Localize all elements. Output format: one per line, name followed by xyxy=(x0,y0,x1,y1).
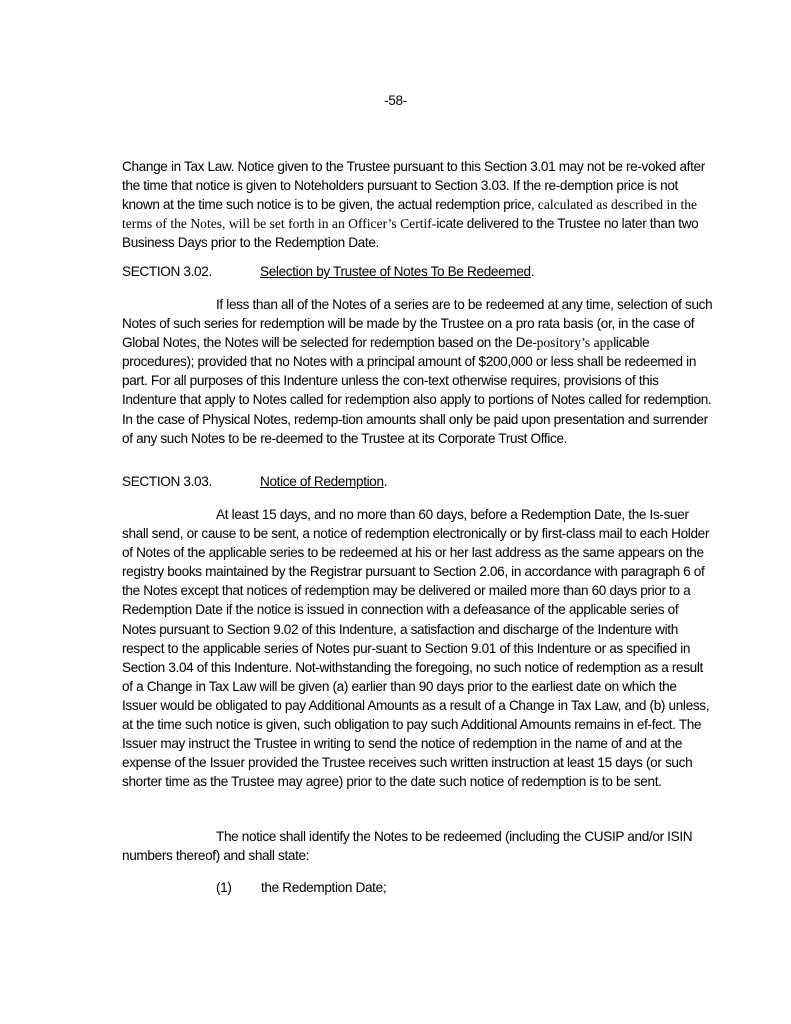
continuation-paragraph xyxy=(122,157,714,252)
section-302-text-a: If less than all of the Notes of a series are to be redeemed at any time, selection of such Notes of such series for redemption will be made by the Trustee on a pro rata basis (or, in the case of Global Notes, the Notes will be selected for redemption based on the De- xyxy=(122,297,713,351)
continuation-text-a: Change in Tax Law. Notice given to the Trustee pursuant to this Section 3.01 may not be re-voked after the time that notice is given to Noteholders pursuant to Section 3.03. If the re-demption price is not known at the time such notice is to be given, the actual redemption price, xyxy=(122,159,705,213)
section-303-text-1: At least 15 days, and no more than 60 days, before a Redemption Date, the Is-suer shall send, or cause to be sent, a notice of redemption electronically or by first-class mail to each Holder of Notes of the applicable series to be redeemed at his or her last address as the same appears on the registry books maintained by the Registrar pursuant to Section 2.06, in accordance with paragraph 6 of the Notes except that notices of redemption may be delivered or mailed more than 60 days prior to a Redemption Date if the notice is issued in connection with a defeasance of the applicable series of Notes pursuant to Section 9.02 of this Indenture, a satisfaction and discharge of the Indenture with respect to the applicable series of Notes pur-suant to Section 9.01 of this Indenture or as specified in Section 3.04 of this Indenture. Not-withstanding the foregoing, no such notice of redemption as a result of a Change in Tax Law will be given (a) earlier than 90 days prior to the earliest date on which the Issuer would be obligated to pay Additional Amounts as a result of a Change in Tax Law, and (b) unless, at the time such notice is given, such obligation to pay such Additional Amounts remains in ef-fect. The Issuer may instruct the Trustee in writing to send the notice of redemption in the name of and at the expense of the Issuer provided the Trustee receives such written instruction at least 15 days (or such shorter time as the Trustee may agree) prior to the date such notice of redemption is to be sent. xyxy=(122,507,710,790)
section-303-paragraph-2 xyxy=(122,827,714,865)
continuation-text-b: calculated as described in the terms of the Notes, will be set forth in an Officer’s Certif- xyxy=(122,197,698,232)
section-302-paragraph xyxy=(122,295,714,448)
section-302-heading: SECTION 3.02. Selection by Trustee of Notes To Be Redeemed. xyxy=(122,264,535,279)
list-item xyxy=(216,878,386,897)
continuation-text-c: icate delivered to the Trustee no later than two Business Days prior to the Redemption Date. xyxy=(122,216,699,251)
page-number: -58- xyxy=(384,93,407,108)
section-302-number: SECTION 3.02. xyxy=(122,264,212,279)
section-302-text-c: licable procedures); provided that no Notes with a principal amount of $200,000 or less shall be redeemed in part. For all purposes of this Indenture unless the con-text otherwise requires, provisions of this Indenture that apply to Notes called for redemption also apply to portions of Notes called for redemption. In the case of Physical Notes, redemp-tion amounts shall only be paid upon presentation and surrender of any such Notes to be re-deemed to the Trustee at its Corporate Trust Office. xyxy=(122,335,712,446)
section-302-text-b: pository’s app xyxy=(536,335,614,351)
section-303-title: Notice of Redemption xyxy=(260,474,384,489)
section-303-text-2: The notice shall identify the Notes to be redeemed (including the CUSIP and/or ISIN numbers thereof) and shall state: xyxy=(122,829,693,864)
section-303-paragraph-1 xyxy=(122,505,714,791)
section-303-number: SECTION 3.03. xyxy=(122,474,212,489)
section-303-heading: SECTION 3.03. Notice of Redemption. xyxy=(122,474,388,489)
list-item-text: the Redemption Date; xyxy=(261,880,387,895)
list-item-number: (1) xyxy=(216,880,232,895)
section-302-title: Selection by Trustee of Notes To Be Redeemed xyxy=(260,264,531,279)
